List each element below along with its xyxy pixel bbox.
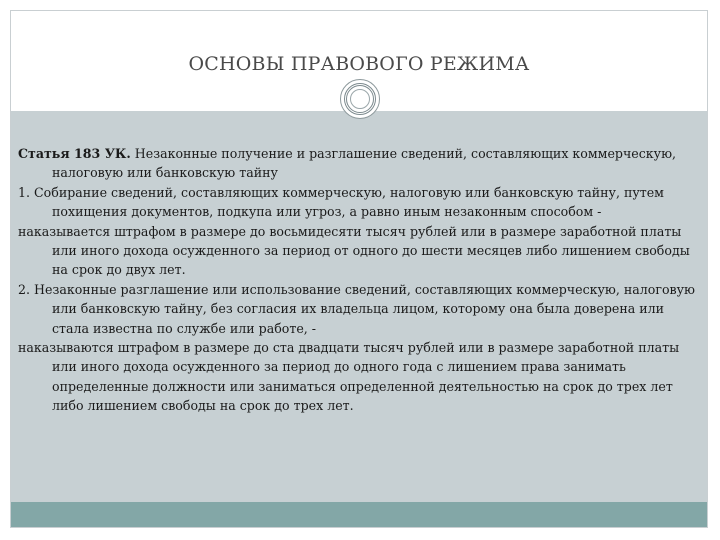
paragraph-part-2: [18, 280, 700, 338]
paragraph-part-1: [18, 183, 700, 222]
article-number: Статья 183 УК.: [18, 146, 131, 161]
bottom-bar: [11, 502, 707, 527]
paragraph-penalty-2: [18, 338, 700, 416]
part-1-text: 1. Собирание сведений, составляющих коммерческую, налоговую или банковскую тайну, путем похищения документов, подкупа или угроз, а равно иным незаконным способом -: [18, 184, 664, 220]
paragraph-penalty-1: [18, 222, 700, 280]
part-2-text: 2. Незаконные разглашение или использование сведений, составляющих коммерческую, налоговую или банковскую тайну, без согласия их владельца лицом, которому она была доверена или стала известна по службе или работе, -: [18, 281, 696, 336]
penalty-1-text: наказывается штрафом в размере до восьмидесяти тысяч рублей или в размере заработной платы или иного дохода осужденного за период от одного до шести месяцев либо лишением свободы на срок до двух лет.: [18, 223, 690, 278]
penalty-2-text: наказываются штрафом в размере до ста двадцати тысяч рублей или в размере заработной платы или иного дохода осужденного за период до одного года с лишением права занимать определенные должности или заниматься определенной деятельностью на срок до трех лет либо лишением свободы на срок до трех лет.: [18, 340, 680, 414]
article-text: [18, 144, 700, 416]
slide-title: ОСНОВЫ ПРАВОВОГО РЕЖИМА: [188, 53, 530, 75]
paragraph-heading: [18, 144, 700, 183]
article-title: Незаконные получение и разглашение сведений, составляющих коммерческую, налоговую или банковскую тайну: [52, 146, 677, 181]
emblem-inner-ring: [350, 89, 370, 109]
circle-emblem-icon: [340, 79, 380, 119]
